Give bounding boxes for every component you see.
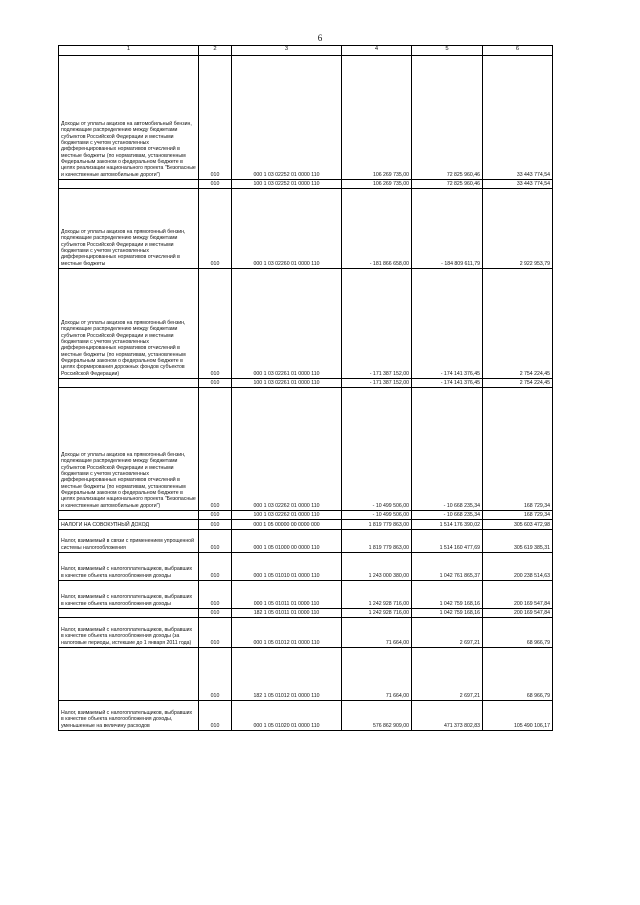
table-row: [59, 581, 553, 609]
row-name-cell: Доходы от уплаты акцизов на прямогонный бензин, подлежащие распределению между бюджетами субъектов Российской Федерации и местными бюджетами с учетом установленных дифференцированных нормативов отчислений в местные бюджеты (по нормативам, установленным Федеральным законом о федеральном бюджете в целях формирования дорожных фондов субъектов Российской Федерации): [59, 269, 199, 379]
row-budget-code-cell: 100 1 03 02262 01 0000 110: [232, 511, 342, 520]
row-unexecuted-cell: 2 922 953,79: [483, 189, 553, 269]
row-name-cell: [59, 511, 199, 520]
row-executed-cell: 2 697,21: [412, 648, 483, 701]
row-approved-cell: 1 242 928 716,00: [342, 609, 412, 618]
row-name-cell: Налог, взимаемый с налогоплательщиков, выбравших в качестве объекта налогообложения доходы (за налоговые периоды, истекшие до 1 января 2011 года): [59, 618, 199, 648]
row-approved-cell: - 10 499 506,00: [342, 511, 412, 520]
row-name-cell: Налог, взимаемый в связи с применением упрощенной системы налогообложения: [59, 530, 199, 553]
row-approved-cell: 576 862 909,00: [342, 701, 412, 731]
column-header: 2: [199, 46, 232, 56]
table-row: [59, 609, 553, 618]
row-line-code-cell: 010: [199, 553, 232, 581]
table-row: [59, 553, 553, 581]
page-number: 6: [317, 33, 323, 43]
row-executed-cell: - 174 141 376,45: [412, 269, 483, 379]
row-name-cell: Доходы от уплаты акцизов на прямогонный бензин, подлежащие распределению между бюджетами субъектов Российской Федерации и местными бюджетами с учетом установленных дифференцированных нормативов отчислений в местные бюджеты: [59, 189, 199, 269]
row-approved-cell: - 171 387 152,00: [342, 379, 412, 388]
row-approved-cell: 71 664,00: [342, 648, 412, 701]
table-row: [59, 388, 553, 511]
row-unexecuted-cell: 168 729,34: [483, 388, 553, 511]
row-executed-cell: 1 042 759 168,16: [412, 581, 483, 609]
row-unexecuted-cell: 2 754 224,45: [483, 379, 553, 388]
row-line-code-cell: 010: [199, 379, 232, 388]
table-row: [59, 180, 553, 189]
row-approved-cell: 1 243 000 380,00: [342, 553, 412, 581]
row-budget-code-cell: 182 1 05 01012 01 0000 110: [232, 648, 342, 701]
table-row: [59, 189, 553, 269]
row-executed-cell: 72 825 960,46: [412, 56, 483, 180]
row-budget-code-cell: 000 1 03 02262 01 0000 110: [232, 388, 342, 511]
row-unexecuted-cell: 68 966,79: [483, 618, 553, 648]
row-unexecuted-cell: 200 169 547,84: [483, 581, 553, 609]
row-approved-cell: 1 242 928 716,00: [342, 581, 412, 609]
column-header: 5: [412, 46, 483, 56]
row-line-code-cell: 010: [199, 56, 232, 180]
row-unexecuted-cell: 105 490 106,17: [483, 701, 553, 731]
row-executed-cell: 2 697,21: [412, 618, 483, 648]
row-line-code-cell: 010: [199, 520, 232, 530]
row-executed-cell: 1 042 759 168,16: [412, 609, 483, 618]
row-name-cell: Доходы от уплаты акцизов на прямогонный бензин, подлежащие распределению между бюджетами субъектов Российской Федерации и местными бюджетами с учетом установленных дифференцированных нормативов отчислений в местные бюджеты (по нормативам, установленным Федеральным законом о федеральном бюджете в целях реализации национального проекта "Безопасные и качественные автомобильные дороги"): [59, 388, 199, 511]
column-header: 1: [59, 46, 199, 56]
row-budget-code-cell: 000 1 03 02252 01 0000 110: [232, 56, 342, 180]
row-line-code-cell: 010: [199, 388, 232, 511]
table-row: [59, 56, 553, 180]
row-budget-code-cell: 000 1 03 02260 01 0000 110: [232, 189, 342, 269]
row-unexecuted-cell: 200 169 547,84: [483, 609, 553, 618]
row-approved-cell: - 10 499 506,00: [342, 388, 412, 511]
row-line-code-cell: 010: [199, 648, 232, 701]
row-name-cell: НАЛОГИ НА СОВОКУПНЫЙ ДОХОД: [59, 520, 199, 530]
table-row: [59, 701, 553, 731]
row-name-cell: Налог, взимаемый с налогоплательщиков, выбравших в качестве объекта налогообложения доходы: [59, 553, 199, 581]
row-line-code-cell: 010: [199, 511, 232, 520]
table-row: [59, 269, 553, 379]
table-row: [59, 379, 553, 388]
row-budget-code-cell: 100 1 03 02261 01 0000 110: [232, 379, 342, 388]
row-approved-cell: 106 269 735,00: [342, 56, 412, 180]
row-unexecuted-cell: 305 619 385,31: [483, 530, 553, 553]
row-executed-cell: 1 042 761 865,37: [412, 553, 483, 581]
row-name-cell: [59, 180, 199, 189]
row-line-code-cell: 010: [199, 530, 232, 553]
table-row: [59, 520, 553, 530]
row-executed-cell: - 10 668 235,34: [412, 388, 483, 511]
row-budget-code-cell: 000 1 03 02261 01 0000 110: [232, 269, 342, 379]
row-budget-code-cell: 100 1 03 02252 01 0000 110: [232, 180, 342, 189]
revenue-table: [58, 45, 553, 731]
table-row: [59, 618, 553, 648]
row-name-cell: [59, 379, 199, 388]
row-executed-cell: 1 514 176 390,02: [412, 520, 483, 530]
column-header: 3: [232, 46, 342, 56]
row-approved-cell: - 181 866 658,00: [342, 189, 412, 269]
row-approved-cell: 106 269 735,00: [342, 180, 412, 189]
row-executed-cell: 471 373 802,83: [412, 701, 483, 731]
column-header: 6: [483, 46, 553, 56]
table-row: [59, 648, 553, 701]
row-executed-cell: - 174 141 376,45: [412, 379, 483, 388]
row-line-code-cell: 010: [199, 701, 232, 731]
row-line-code-cell: 010: [199, 581, 232, 609]
row-name-cell: Доходы от уплаты акцизов на автомобильный бензин, подлежащие распределению между бюджетами субъектов Российской Федерации и местными бюджетами с учетом установленных дифференцированных нормативов отчислений в местные бюджеты (по нормативам, установленным Федеральным законом о федеральном бюджете в целях реализации национального проекта "Безопасные и качественные автомобильные дороги"): [59, 56, 199, 180]
row-approved-cell: 1 819 779 863,00: [342, 520, 412, 530]
row-budget-code-cell: 000 1 05 01000 00 0000 110: [232, 530, 342, 553]
row-executed-cell: 72 825 960,46: [412, 180, 483, 189]
row-budget-code-cell: 182 1 05 01011 01 0000 110: [232, 609, 342, 618]
row-unexecuted-cell: 305 603 472,98: [483, 520, 553, 530]
row-line-code-cell: 010: [199, 609, 232, 618]
row-approved-cell: 1 819 779 863,00: [342, 530, 412, 553]
row-unexecuted-cell: 168 729,34: [483, 511, 553, 520]
row-budget-code-cell: 000 1 05 01012 01 0000 110: [232, 618, 342, 648]
row-line-code-cell: 010: [199, 618, 232, 648]
row-name-cell: [59, 609, 199, 618]
row-name-cell: Налог, взимаемый с налогоплательщиков, выбравших в качестве объекта налогообложения доходы, уменьшенные на величину расходов: [59, 701, 199, 731]
row-name-cell: Налог, взимаемый с налогоплательщиков, выбравших в качестве объекта налогообложения доходы: [59, 581, 199, 609]
row-line-code-cell: 010: [199, 180, 232, 189]
row-line-code-cell: 010: [199, 189, 232, 269]
row-budget-code-cell: 000 1 05 01020 01 0000 110: [232, 701, 342, 731]
table-row: [59, 530, 553, 553]
column-header: 4: [342, 46, 412, 56]
row-budget-code-cell: 000 1 05 01011 01 0000 110: [232, 581, 342, 609]
row-unexecuted-cell: 68 966,79: [483, 648, 553, 701]
row-unexecuted-cell: 33 443 774,54: [483, 56, 553, 180]
row-unexecuted-cell: 33 443 774,54: [483, 180, 553, 189]
table-row: [59, 511, 553, 520]
row-approved-cell: 71 664,00: [342, 618, 412, 648]
row-executed-cell: - 184 809 611,79: [412, 189, 483, 269]
row-unexecuted-cell: 200 238 514,63: [483, 553, 553, 581]
row-executed-cell: 1 514 160 477,69: [412, 530, 483, 553]
row-budget-code-cell: 000 1 05 00000 00 0000 000: [232, 520, 342, 530]
row-name-cell: [59, 648, 199, 701]
row-budget-code-cell: 000 1 05 01010 01 0000 110: [232, 553, 342, 581]
table-header-row: [59, 46, 553, 56]
row-line-code-cell: 010: [199, 269, 232, 379]
row-executed-cell: - 10 668 235,34: [412, 511, 483, 520]
row-approved-cell: - 171 387 152,00: [342, 269, 412, 379]
row-unexecuted-cell: 2 754 224,45: [483, 269, 553, 379]
